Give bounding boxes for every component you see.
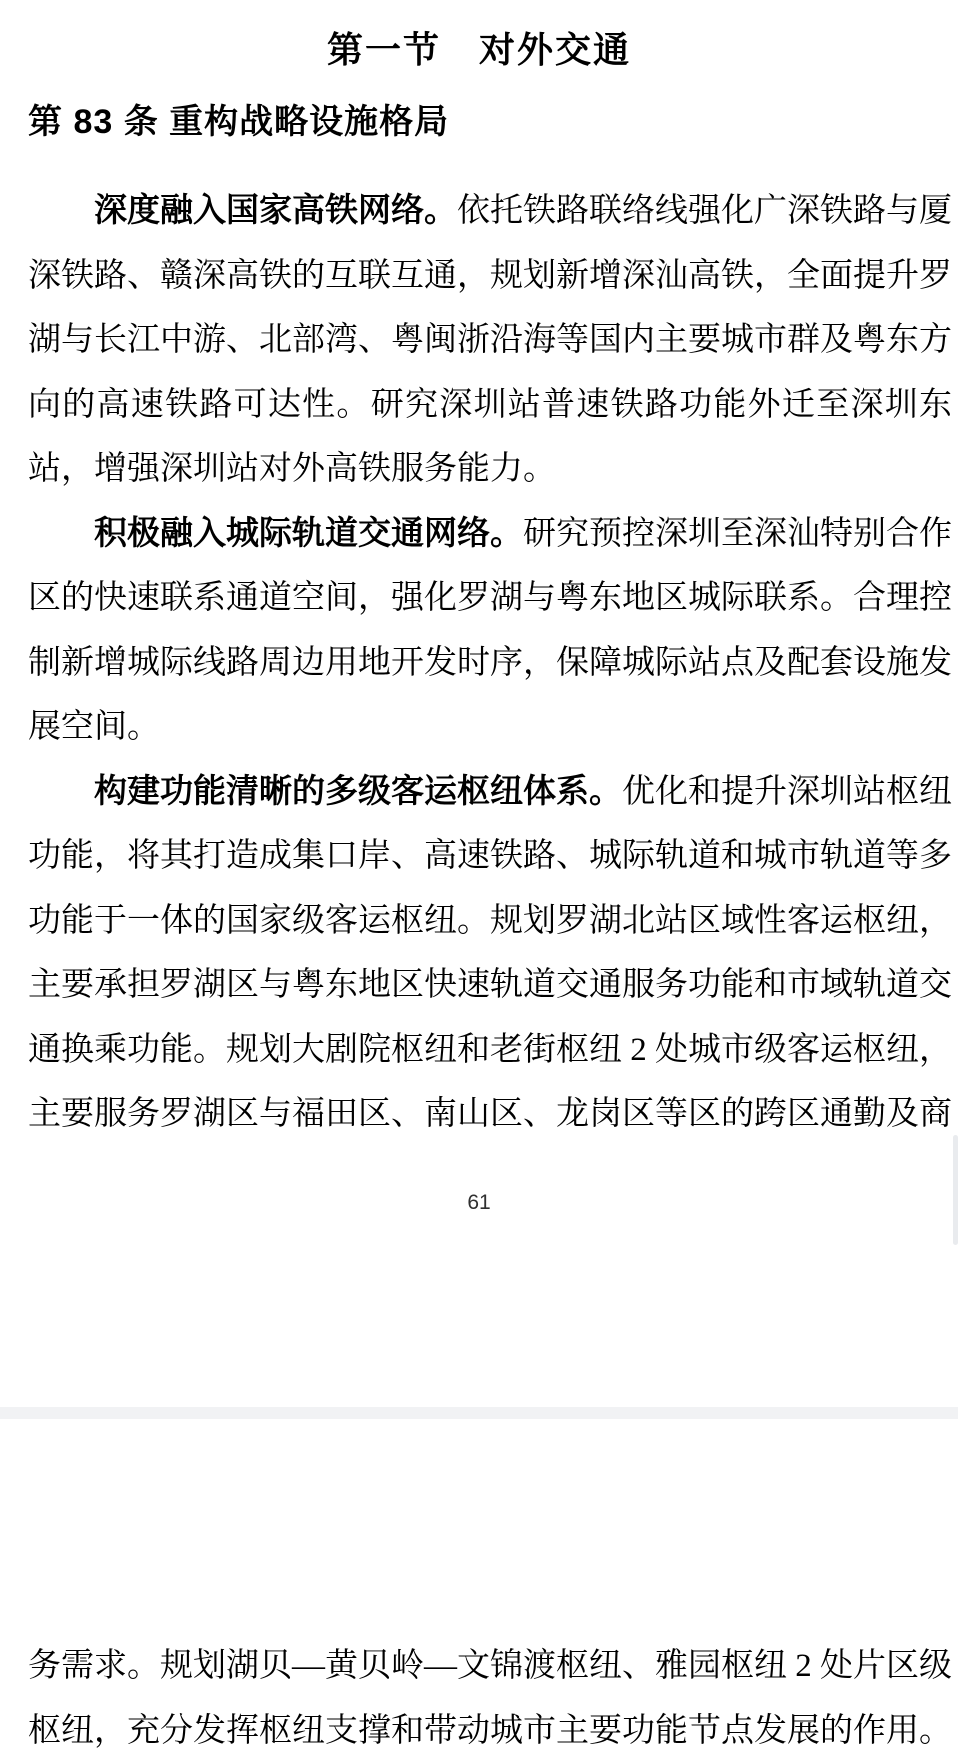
next-page-text <box>28 1634 952 1763</box>
paragraph-1 <box>28 179 952 502</box>
paragraph-3-body: 优化和提升深圳站枢纽功能，将其打造成集口岸、高速铁路、城际轨道和城市轨道等多功能于一体的国家级客运枢纽。规划罗湖北站区域性客运枢纽，主要承担罗湖区与粤东地区快速轨道交通服务功能和市域轨道交通换乘功能。规划大剧院枢纽和老街枢纽 2 处城市级客运枢纽，主要服务罗湖区与福田区、南山区、龙岗区等区的跨区通勤及商 <box>28 773 952 1132</box>
paragraph-3-lead: 构建功能清晰的多级客运枢纽体系。 <box>94 773 622 810</box>
paragraph-2-lead: 积极融入城际轨道交通网络。 <box>94 515 523 552</box>
page-separator <box>0 1407 958 1419</box>
scrollbar-thumb[interactable] <box>953 1135 958 1245</box>
continuation-paragraph: 务需求。规划湖贝—黄贝岭—文锦渡枢纽、雅园枢纽 2 处片区级枢纽，充分发挥枢纽支撑和带动城市主要功能节点发展的作用。 <box>28 1648 952 1749</box>
paragraph-1-body: 依托铁路联络线强化广深铁路与厦深铁路、赣深高铁的互联互通，规划新增深汕高铁，全面提升罗湖与长江中游、北部湾、粤闽浙沿海等国内主要城市群及粤东方向的高速铁路可达性。研究深圳站普速铁路功能外迁至深圳东站，增强深圳站对外高铁服务能力。 <box>28 193 952 487</box>
body-text <box>28 179 952 1147</box>
section-title: 第一节 对外交通 <box>326 29 631 70</box>
article-heading: 第 83 条 重构战略设施格局 <box>28 103 450 141</box>
paragraph-1-lead: 深度融入国家高铁网络。 <box>94 193 457 229</box>
paragraph-2 <box>28 502 952 760</box>
paragraph-3 <box>28 760 952 1147</box>
page-number: 61 <box>467 1191 491 1214</box>
paragraph-2-body: 研究预控深圳至深汕特别合作区的快速联系通道空间，强化罗湖与粤东地区城际联系。合理控制新增城际线路周边用地开发时序，保障城际站点及配套设施发展空间。 <box>28 515 952 745</box>
